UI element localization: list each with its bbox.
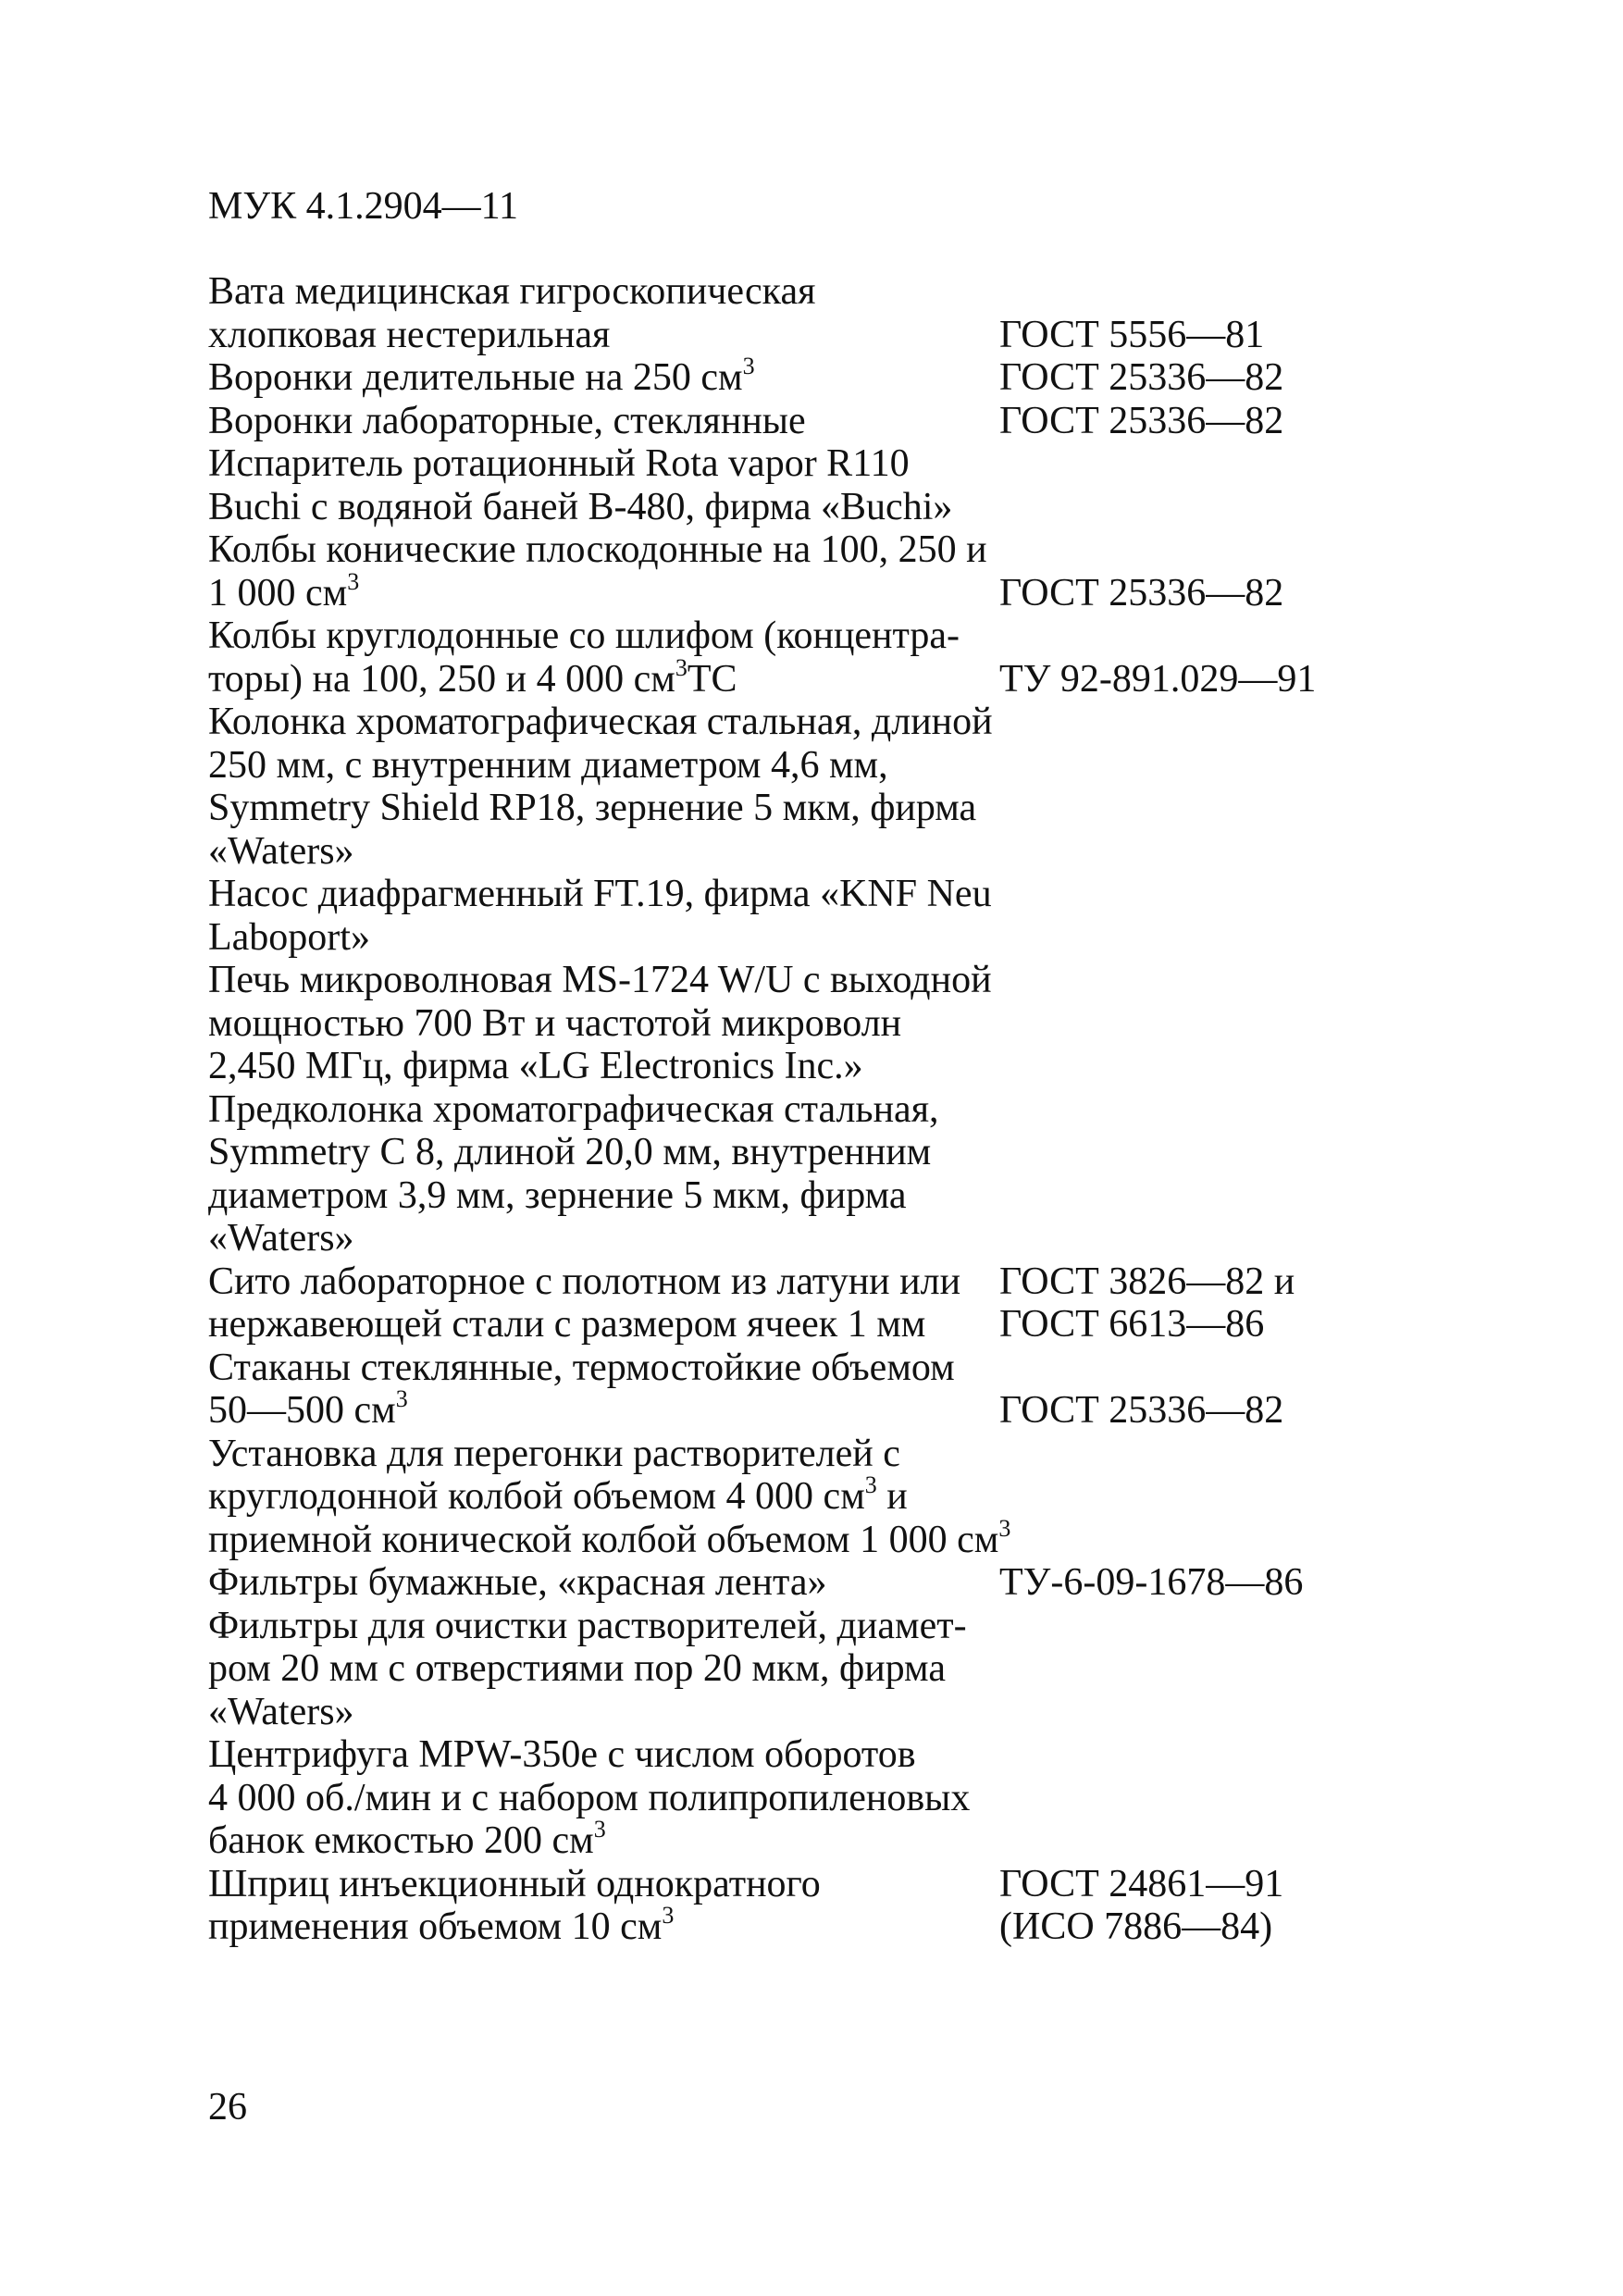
standard-line: ГОСТ 25336—82: [999, 1389, 1284, 1432]
standard-line: ГОСТ 25336—82: [999, 399, 1284, 442]
equipment-description: [208, 270, 999, 356]
equipment-list: [208, 270, 1411, 1949]
equipment-row: [208, 1733, 1411, 1863]
standard-line: ГОСТ 24861—91: [999, 1862, 1284, 1905]
equipment-row: [208, 400, 1411, 443]
equipment-description: [208, 353, 999, 400]
equipment-row: [208, 353, 1411, 400]
description-text: круглодонной колбой объемом 4 000 см: [208, 1475, 865, 1518]
equipment-description: [208, 400, 999, 443]
standard-reference: [999, 1389, 1411, 1433]
equipment-row: [208, 1260, 1411, 1347]
equipment-description: [208, 873, 999, 959]
description-line: [208, 1385, 999, 1433]
description-line: Вата медицинская гигроскопическая: [208, 270, 816, 313]
description-line: [208, 653, 999, 701]
standard-line: ГОСТ 25336—82: [999, 356, 1284, 399]
description-line: «Waters»: [208, 1690, 354, 1733]
equipment-description: [208, 1432, 1011, 1562]
equipment-description: [208, 701, 999, 873]
standard-reference: [999, 400, 1411, 443]
standard-reference: [999, 572, 1411, 615]
description-text: ТС: [687, 657, 737, 701]
description-line: Symmetry С 8, длиной 20,0 мм, внутренним: [208, 1131, 932, 1173]
equipment-description: [208, 1260, 999, 1347]
standard-reference: [999, 314, 1411, 357]
equipment-row: [208, 1088, 1411, 1260]
equipment-description: [208, 1561, 999, 1605]
equipment-row: [208, 1347, 1411, 1433]
description-line: [208, 1471, 999, 1519]
description-text: 50—500 см: [208, 1389, 396, 1432]
equipment-description: [208, 1605, 999, 1734]
description-line: хлопковая нестерильная: [208, 313, 611, 356]
description-line: Стаканы стеклянные, термостойкие объемом: [208, 1346, 955, 1389]
description-line: [208, 1514, 1011, 1562]
unit-superscript: 3: [593, 1816, 606, 1843]
description-line: [208, 567, 999, 615]
description-line: Предколонка хроматографическая стальная,: [208, 1087, 939, 1131]
document-code-header: МУК 4.1.2904—11: [208, 185, 519, 228]
description-text: 1 000 см: [208, 571, 348, 614]
standard-line: ГОСТ 25336—82: [999, 571, 1284, 614]
unit-superscript: 3: [395, 1385, 408, 1412]
description-line: Фильтры для очистки растворителей, диамет-: [208, 1604, 967, 1647]
equipment-description: [208, 1863, 999, 1949]
description-line: Колбы круглодонные со шлифом (концентра-: [208, 614, 960, 657]
standard-line: (ИСО 7886—84): [999, 1905, 1273, 1948]
description-line: Печь микроволновая MS-1724 W/U с выходной: [208, 959, 992, 1001]
description-line: [208, 353, 999, 400]
equipment-description: [208, 1733, 999, 1863]
equipment-row: [208, 701, 1411, 873]
equipment-description: [208, 1347, 999, 1433]
description-text: Воронки делительные на 250 см: [208, 356, 743, 399]
unit-superscript: 3: [742, 353, 755, 379]
description-line: 250 мм, с внутренним диаметром 4,6 мм,: [208, 743, 888, 787]
description-line: Фильтры бумажные, «красная лента»: [208, 1561, 827, 1604]
equipment-row: [208, 873, 1411, 959]
equipment-row: [208, 1561, 1411, 1605]
equipment-row: [208, 614, 1411, 701]
description-text: применения объемом 10 см: [208, 1905, 663, 1948]
description-line: ром 20 мм с отверстиями пор 20 мкм, фирма: [208, 1647, 946, 1690]
equipment-row: [208, 959, 1411, 1088]
description-line: Колбы конические плоскодонные на 100, 250 и: [208, 528, 987, 571]
standard-line: ГОСТ 3826—82 и: [999, 1260, 1295, 1303]
equipment-description: [208, 442, 999, 528]
description-line: [208, 1816, 999, 1863]
description-line: Испаритель ротационный Rota vapor R110: [208, 442, 910, 485]
description-line: Laboport»: [208, 915, 370, 959]
equipment-description: [208, 614, 999, 701]
description-text: и: [876, 1475, 908, 1518]
description-line: Установка для перегонки растворителей с: [208, 1432, 900, 1475]
description-text: приемной конической колбой объемом 1 000 см: [208, 1518, 999, 1561]
page-number: 26: [208, 2086, 247, 2128]
unit-superscript: 3: [662, 1902, 675, 1929]
standard-line: ГОСТ 6613—86: [999, 1303, 1265, 1346]
equipment-row: [208, 1433, 1411, 1562]
description-line: Колонка хроматографическая стальная, длиной: [208, 701, 993, 743]
standard-reference: [999, 1863, 1411, 1949]
description-line: диаметром 3,9 мм, зернение 5 мкм, фирма: [208, 1173, 907, 1217]
equipment-row: [208, 270, 1411, 356]
description-line: Центрифуга MPW-350e с числом оборотов: [208, 1733, 916, 1776]
unit-superscript: 3: [675, 653, 688, 681]
equipment-description: [208, 528, 999, 614]
unit-superscript: 3: [347, 567, 360, 595]
description-line: Шприц инъекционный однократного: [208, 1862, 821, 1905]
description-line: Сито лабораторное с полотном из латуни или: [208, 1260, 961, 1303]
standard-reference: [999, 1561, 1411, 1605]
description-text: банок емкостью 200 см: [208, 1819, 594, 1862]
unit-superscript: 3: [998, 1514, 1011, 1542]
description-line: [208, 1902, 999, 1949]
description-line: Symmetry Shield RP18, зернение 5 мкм, фирма: [208, 787, 977, 829]
description-line: мощностью 700 Вт и частотой микроволн: [208, 1001, 902, 1045]
equipment-description: [208, 959, 999, 1088]
standard-line: ТУ-6-09-1678—86: [999, 1561, 1304, 1604]
description-line: «Waters»: [208, 829, 354, 873]
equipment-description: [208, 1088, 999, 1260]
standard-reference: [999, 356, 1411, 400]
description-line: 2,450 МГц, фирма «LG Electronics Inc.»: [208, 1045, 863, 1087]
standard-line: ГОСТ 5556—81: [999, 313, 1265, 356]
equipment-row: [208, 1863, 1411, 1949]
unit-superscript: 3: [864, 1471, 877, 1498]
description-line: нержавеющей стали с размером ячеек 1 мм: [208, 1303, 926, 1346]
equipment-row: [208, 1605, 1411, 1734]
equipment-row: [208, 528, 1411, 614]
standard-reference: [999, 1260, 1411, 1347]
description-line: Воронки лабораторные, стеклянные: [208, 399, 806, 442]
standard-reference: [999, 658, 1411, 701]
description-line: 4 000 об./мин и с набором полипропиленовых: [208, 1776, 971, 1819]
description-line: Насос диафрагменный FT.19, фирма «KNF Neu: [208, 873, 992, 915]
description-text: торы) на 100, 250 и 4 000 см: [208, 657, 675, 701]
equipment-row: [208, 442, 1411, 528]
description-line: Buchi с водяной баней В-480, фирма «Buchi»: [208, 485, 953, 528]
standard-line: ТУ 92-891.029—91: [999, 657, 1317, 701]
description-line: «Waters»: [208, 1217, 354, 1260]
